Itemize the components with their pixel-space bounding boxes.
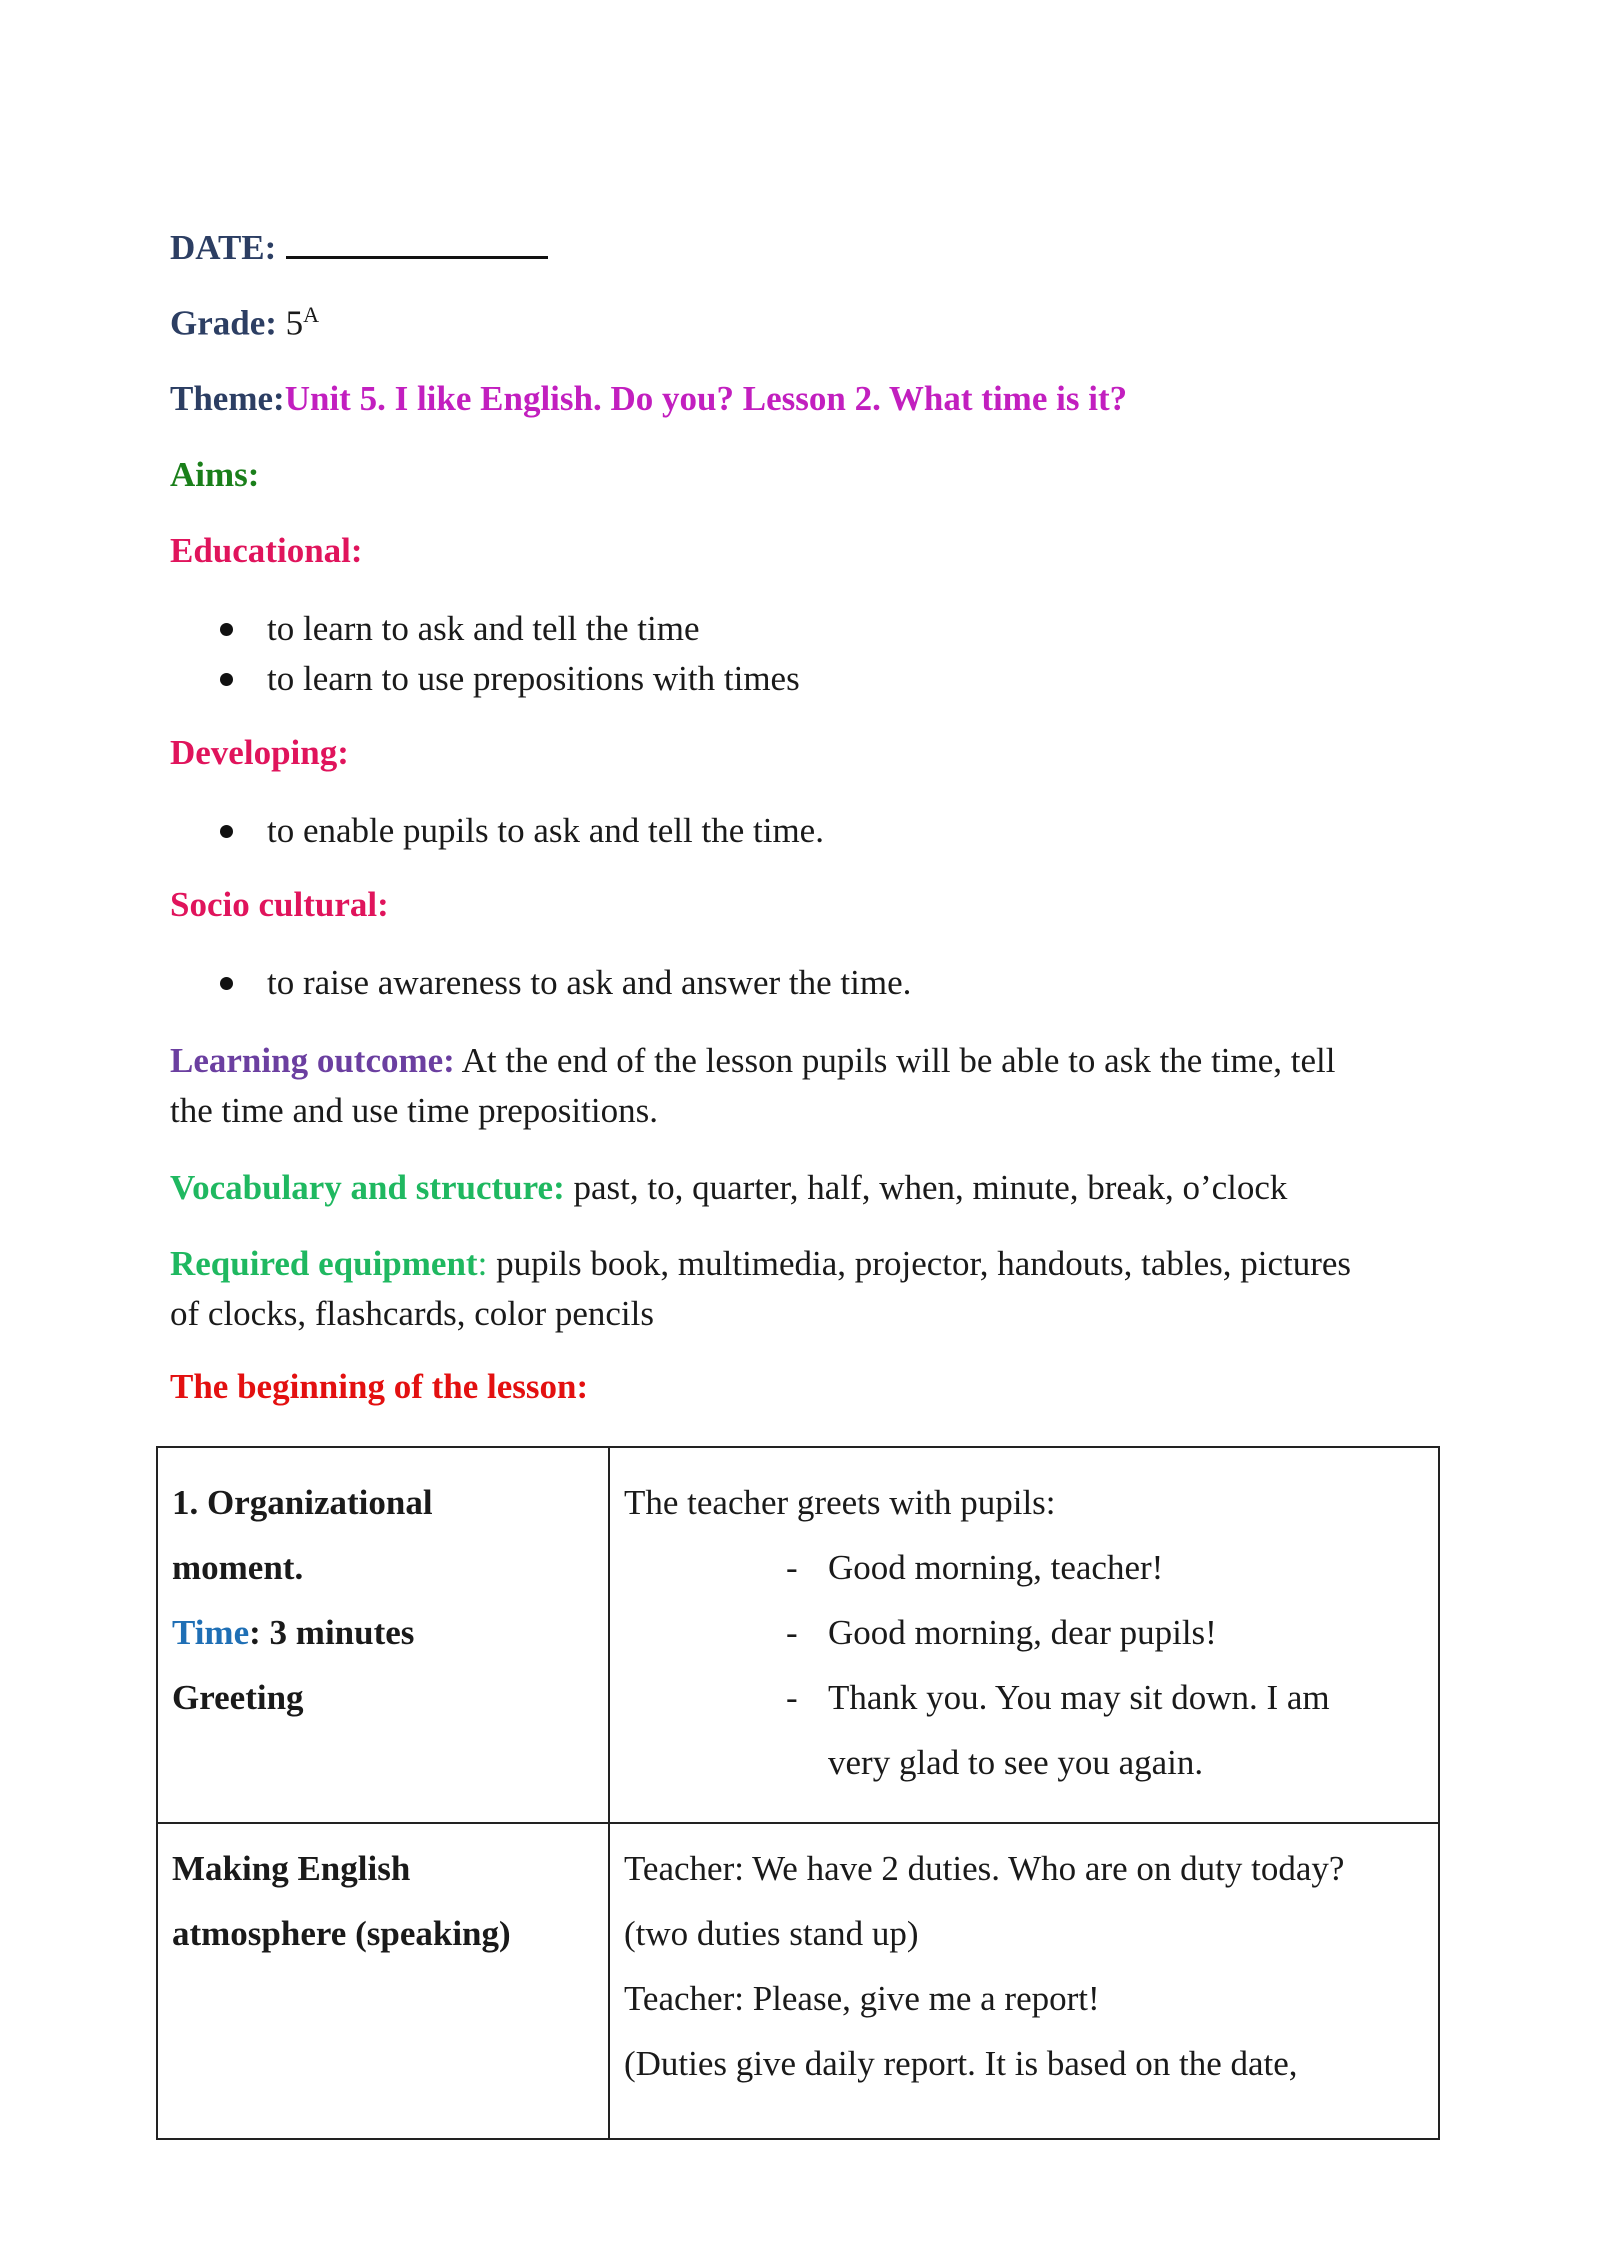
beginning-heading: The beginning of the lesson: xyxy=(170,1367,589,1406)
equipment-text-2: of clocks, flashcards, color pencils xyxy=(170,1294,655,1333)
activity-cell: Teacher: We have 2 duties. Who are on duty today? (two duties stand up) Teacher: Please, give me a report! (Duties give daily report. It is based on the date, xyxy=(609,1823,1439,2139)
bullet-icon xyxy=(220,673,233,686)
list-item: to enable pupils to ask and tell the time. xyxy=(170,806,824,856)
activity-cell: The teacher greets with pupils: - Good morning, teacher! - Good morning, dear pupils! - Thank you. You may sit down. I am very glad to see you again. xyxy=(609,1447,1439,1823)
grade-value: 5 xyxy=(285,303,304,343)
list-item: to raise awareness to ask and answer the time. xyxy=(170,958,911,1008)
greeting-label: Greeting xyxy=(172,1678,304,1717)
equipment-label: Required equipment xyxy=(170,1244,478,1283)
educational-list xyxy=(170,604,800,704)
stage-cell: Making English atmosphere (speaking) xyxy=(157,1823,609,2139)
table-row xyxy=(157,1447,1439,1823)
vocabulary-text: past, to, quarter, half, when, minute, break, o’clock xyxy=(564,1168,1288,1207)
developing-label: Developing: xyxy=(170,733,349,772)
list-item: - Thank you. You may sit down. I am xyxy=(786,1678,1330,1717)
vocabulary-label: Vocabulary and structure: xyxy=(170,1168,565,1207)
lesson-table xyxy=(156,1446,1440,2140)
table-row xyxy=(157,1823,1439,2139)
time-value: : 3 minutes xyxy=(249,1613,415,1652)
date-blank xyxy=(286,226,548,259)
outcome-label: Learning outcome: xyxy=(170,1041,455,1080)
theme-line xyxy=(170,378,1127,420)
equipment: Required equipment: pupils book, multimedia, projector, handouts, tables, pictures of clocks, flashcards, color pencils xyxy=(170,1244,1352,1333)
list-item: - Good morning, dear pupils! xyxy=(786,1613,1217,1652)
equipment-text-1: pupils book, multimedia, projector, handouts, tables, pictures xyxy=(487,1244,1352,1283)
bullet-icon xyxy=(220,825,233,838)
outcome-text-2: the time and use time prepositions. xyxy=(170,1091,658,1130)
time-label: Time xyxy=(172,1613,250,1652)
grade-line xyxy=(170,302,319,345)
educational-label: Educational: xyxy=(170,531,363,570)
grade-sup: A xyxy=(303,302,320,327)
socio-label: Socio cultural: xyxy=(170,885,389,924)
aims-label: Aims: xyxy=(170,455,260,494)
theme-label: Theme: xyxy=(170,379,285,418)
list-item: to learn to ask and tell the time xyxy=(170,604,800,654)
outcome-text-1: At the end of the lesson pupils will be able to ask the time, tell xyxy=(454,1041,1336,1080)
developing-list xyxy=(170,806,824,856)
theme-value: Unit 5. I like English. Do you? Lesson 2. What time is it? xyxy=(284,379,1128,418)
vocabulary xyxy=(170,1163,1432,1213)
stage-cell: 1. Organizational moment. Time: 3 minutes Greeting xyxy=(157,1447,609,1823)
date-label: DATE: xyxy=(170,228,277,267)
socio-list xyxy=(170,958,911,1008)
list-item: to learn to use prepositions with times xyxy=(170,654,800,704)
learning-outcome xyxy=(170,1036,1432,1136)
date-line xyxy=(170,226,548,269)
bullet-icon xyxy=(220,977,233,990)
bullet-icon xyxy=(220,623,233,636)
grade-label: Grade: xyxy=(170,303,277,343)
list-item: - Good morning, teacher! xyxy=(786,1548,1164,1587)
